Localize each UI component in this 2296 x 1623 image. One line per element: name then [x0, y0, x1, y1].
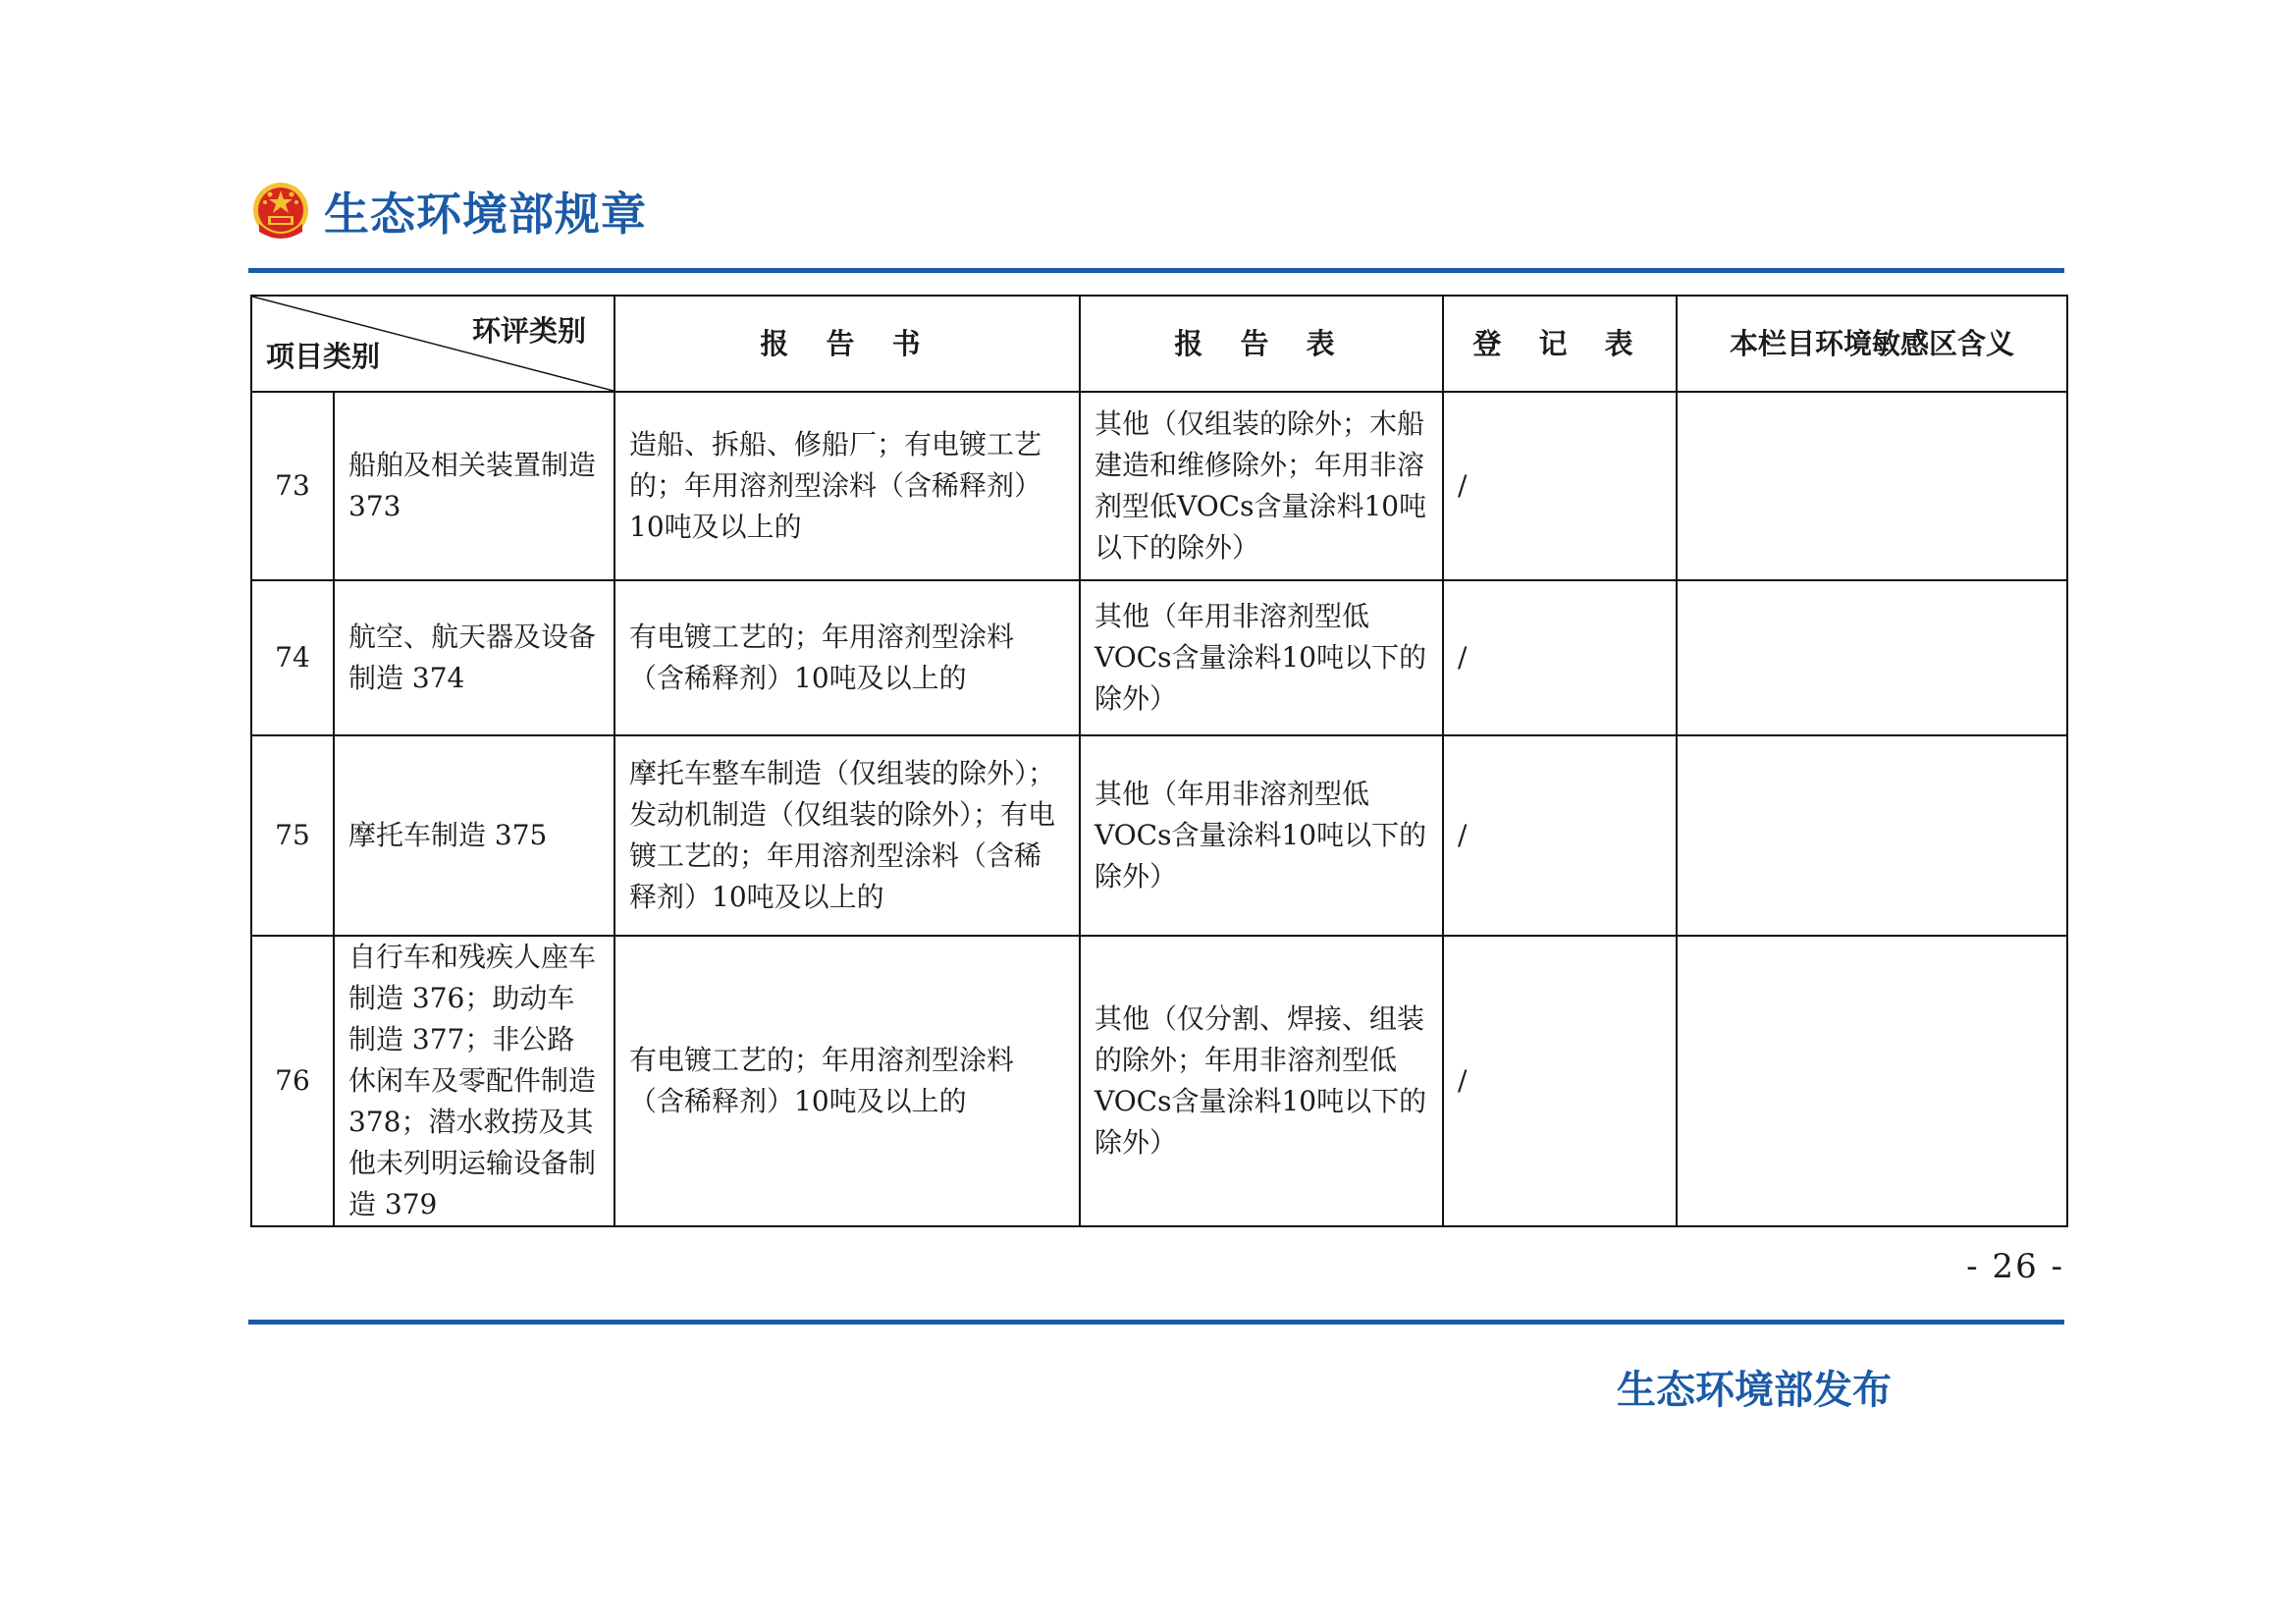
corner-top-label: 环评类别: [471, 314, 586, 348]
corner-header-cell: [251, 296, 614, 392]
header-sensitive-area: 本栏目环境敏感区含义: [1677, 296, 2067, 392]
report-book-cell: 有电镀工艺的；年用溶剂型涂料（含稀释剂）10吨及以上的: [614, 580, 1080, 735]
report-form-cell: 其他（仅分割、焊接、组装的除外；年用非溶剂型低VOCs含量涂料10吨以下的除外）: [1080, 936, 1443, 1226]
table-row: [251, 580, 2067, 735]
table-row: [251, 392, 2067, 580]
project-category: 摩托车制造 375: [334, 735, 614, 936]
registration-cell: /: [1443, 735, 1677, 936]
report-form-cell: 其他（年用非溶剂型低VOCs含量涂料10吨以下的除外）: [1080, 580, 1443, 735]
sensitive-area-cell: [1677, 735, 2067, 936]
table-header-row: [251, 296, 2067, 392]
header-report-book: 报 告 书: [614, 296, 1080, 392]
report-form-cell: 其他（仅组装的除外；木船建造和维修除外；年用非溶剂型低VOCs含量涂料10吨以下的除外）: [1080, 392, 1443, 580]
sensitive-area-cell: [1677, 580, 2067, 735]
report-form-cell: 其他（年用非溶剂型低VOCs含量涂料10吨以下的除外）: [1080, 735, 1443, 936]
report-book-cell: 摩托车整车制造（仅组装的除外）；发动机制造（仅组装的除外）；有电镀工艺的；年用溶剂型涂料（含稀释剂）10吨及以上的: [614, 735, 1080, 936]
footer-title: 生态环境部发布: [1617, 1368, 1892, 1413]
table-row: [251, 735, 2067, 936]
project-category: 航空、航天器及设备制造 374: [334, 580, 614, 735]
row-number: 74: [251, 580, 334, 735]
project-category: 船舶及相关装置制造 373: [334, 392, 614, 580]
report-book-cell: 有电镀工艺的；年用溶剂型涂料（含稀释剂）10吨及以上的: [614, 936, 1080, 1226]
page-number: - 26 -: [1966, 1247, 2064, 1286]
registration-cell: /: [1443, 936, 1677, 1226]
row-number: 73: [251, 392, 334, 580]
report-book-cell: 造船、拆船、修船厂；有电镀工艺的；年用溶剂型涂料（含稀释剂）10吨及以上的: [614, 392, 1080, 580]
header-registration: 登 记 表: [1443, 296, 1677, 392]
row-number: 75: [251, 735, 334, 936]
sensitive-area-cell: [1677, 936, 2067, 1226]
page-header: [251, 177, 647, 245]
sensitive-area-cell: [1677, 392, 2067, 580]
header-report-form: 报 告 表: [1080, 296, 1443, 392]
header-rule: [248, 268, 2064, 273]
project-category: 自行车和残疾人座车制造 376；助动车制造 377；非公路休闲车及零配件制造 378；潜水救捞及其他未列明运输设备制造 379: [334, 936, 614, 1226]
national-emblem-icon: [251, 181, 310, 242]
header-title: 生态环境部规章: [324, 188, 647, 241]
footer-rule: [248, 1320, 2064, 1325]
table-row: [251, 936, 2067, 1226]
corner-bottom-label: 项目类别: [266, 340, 381, 373]
registration-cell: /: [1443, 392, 1677, 580]
registration-cell: /: [1443, 580, 1677, 735]
row-number: 76: [251, 936, 334, 1226]
classification-table: [250, 295, 2068, 1227]
